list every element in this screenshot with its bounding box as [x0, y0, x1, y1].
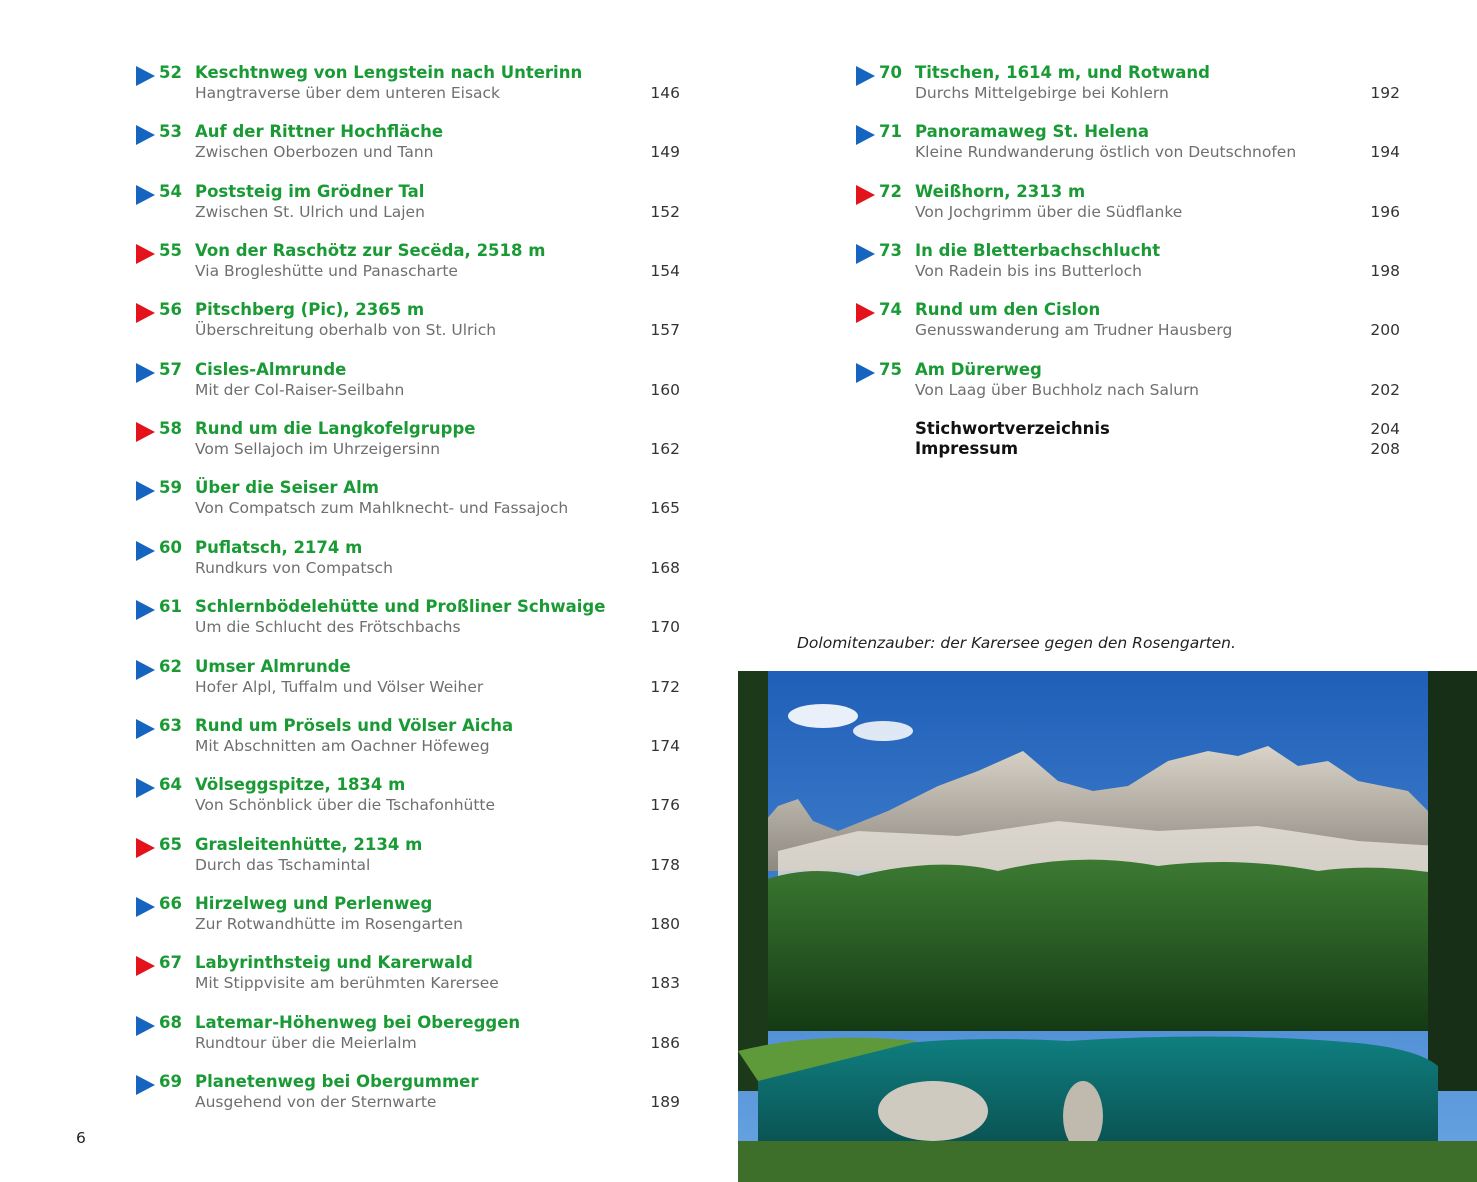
entry-page: 162	[650, 440, 680, 459]
entry-number: 69	[159, 1071, 182, 1091]
entry-subtitle: Ausgehend von der Sternwarte	[195, 1092, 437, 1111]
entry-title: In die Bletterbachschlucht	[915, 241, 1161, 261]
entry-subtitle: Von Compatsch zum Mahlknecht- und Fassajoch	[195, 499, 569, 518]
entry-page: 189	[650, 1092, 680, 1111]
entry-page: 174	[650, 736, 680, 755]
imprint-label: Impressum	[915, 439, 1019, 458]
entry-title: Grasleitenhütte, 2134 m	[195, 834, 423, 854]
toc-entry-53[interactable]	[134, 122, 680, 166]
entry-page: 146	[650, 84, 680, 102]
entry-subtitle: Von Radein bis ins Butterloch	[915, 262, 1142, 281]
entry-title: Planetenweg bei Obergummer	[195, 1071, 479, 1091]
entry-title: Auf der Rittner Hochfläche	[195, 122, 444, 142]
entry-number: 67	[159, 953, 182, 973]
entry-number: 63	[159, 715, 182, 735]
entry-subtitle: Hofer Alpl, Tuffalm und Völser Weiher	[195, 677, 484, 696]
toc-entry-52[interactable]	[134, 63, 680, 107]
toc-entry-60[interactable]	[134, 538, 680, 582]
entry-title: Rund um den Cislon	[915, 300, 1101, 320]
entry-number: 66	[159, 893, 182, 913]
page-number: 6	[76, 1129, 86, 1147]
entry-title: Schlernbödelehütte und Proßliner Schwaige	[195, 597, 606, 617]
triangle-marker-icon	[136, 541, 155, 561]
triangle-marker-icon	[856, 185, 875, 205]
right-tree	[1428, 671, 1477, 1091]
entry-subtitle: Vom Sellajoch im Uhrzeigersinn	[195, 440, 441, 459]
triangle-marker-icon	[136, 244, 155, 264]
entry-subtitle: Durchs Mittelgebirge bei Kohlern	[915, 84, 1169, 102]
entry-title: Hirzelweg und Perlenweg	[195, 893, 433, 913]
triangle-marker-icon	[136, 125, 155, 145]
entry-number: 68	[159, 1012, 182, 1032]
entry-number: 54	[159, 181, 182, 201]
entry-page: 152	[650, 202, 680, 221]
entry-subtitle: Mit Stippvisite am berühmten Karersee	[195, 974, 499, 993]
entry-page: 202	[1370, 380, 1400, 399]
entry-number: 61	[159, 597, 182, 617]
entry-number: 72	[879, 181, 902, 201]
entry-subtitle: Mit Abschnitten am Oachner Höfeweg	[195, 736, 490, 755]
toc-entry-58[interactable]	[134, 419, 680, 463]
entry-number: 65	[159, 834, 182, 854]
toc-entry-66[interactable]	[134, 894, 680, 938]
index-entry[interactable]	[915, 419, 1400, 439]
entry-page: 157	[650, 321, 680, 340]
triangle-marker-icon	[136, 956, 155, 976]
triangle-marker-icon	[136, 481, 155, 501]
index-page: 204	[1370, 420, 1400, 438]
toc-entry-61[interactable]	[134, 597, 680, 641]
toc-entry-56[interactable]	[134, 300, 680, 344]
triangle-marker-icon	[136, 600, 155, 620]
entry-title: Über die Seiser Alm	[195, 478, 379, 498]
entry-title: Puflatsch, 2174 m	[195, 537, 363, 557]
toc-entry-73[interactable]	[854, 241, 1400, 285]
entry-title: Titschen, 1614 m, und Rotwand	[915, 63, 1210, 82]
entry-number: 53	[159, 122, 182, 142]
toc-entry-63[interactable]	[134, 716, 680, 760]
photo-caption: Dolomitenzauber: der Karersee gegen den Rosengarten.	[797, 634, 1236, 652]
toc-entry-74[interactable]	[854, 300, 1400, 344]
triangle-marker-icon	[136, 897, 155, 917]
entry-page: 149	[650, 143, 680, 162]
forest	[738, 860, 1477, 1031]
entry-page: 176	[650, 796, 680, 815]
triangle-marker-icon	[136, 838, 155, 858]
toc-entry-69[interactable]	[134, 1072, 680, 1116]
entry-subtitle: Kleine Rundwanderung östlich von Deutschnofen	[915, 143, 1297, 162]
triangle-marker-icon	[136, 778, 155, 798]
triangle-marker-icon	[136, 363, 155, 383]
entry-page: 168	[650, 558, 680, 577]
entry-title: Latemar-Höhenweg bei Obereggen	[195, 1012, 521, 1032]
entry-subtitle: Von Jochgrimm über die Südflanke	[915, 202, 1183, 221]
entry-page: 200	[1370, 321, 1400, 340]
entry-number: 55	[159, 241, 182, 261]
entry-number: 60	[159, 537, 182, 557]
toc-entry-64[interactable]	[134, 775, 680, 819]
entry-page: 154	[650, 262, 680, 281]
cloud	[788, 704, 858, 728]
triangle-marker-icon	[856, 303, 875, 323]
entry-number: 59	[159, 478, 182, 498]
entry-number: 75	[879, 359, 902, 379]
triangle-marker-icon	[136, 1016, 155, 1036]
entry-number: 57	[159, 359, 182, 379]
entry-subtitle: Rundkurs von Compatsch	[195, 558, 393, 577]
entry-number: 73	[879, 241, 902, 261]
triangle-marker-icon	[136, 185, 155, 205]
entry-number: 52	[159, 63, 182, 82]
rock-spire	[1063, 1081, 1103, 1151]
toc-entry-55[interactable]	[134, 241, 680, 285]
toc-entry-59[interactable]	[134, 478, 680, 522]
entry-title: Von der Raschötz zur Secëda, 2518 m	[195, 241, 546, 261]
triangle-marker-icon	[136, 303, 155, 323]
entry-number: 58	[159, 419, 182, 439]
triangle-marker-icon	[856, 363, 875, 383]
entry-page: 194	[1370, 143, 1400, 162]
entry-subtitle: Zwischen Oberbozen und Tann	[195, 143, 434, 162]
entry-subtitle: Um die Schlucht des Frötschbachs	[195, 618, 461, 637]
toc-entry-65[interactable]	[134, 835, 680, 879]
entry-page: 170	[650, 618, 680, 637]
entry-title: Poststeig im Grödner Tal	[195, 181, 425, 201]
triangle-marker-icon	[136, 66, 155, 86]
entry-page: 165	[650, 499, 680, 518]
entry-title: Labyrinthsteig und Karerwald	[195, 953, 473, 973]
entry-page: 172	[650, 677, 680, 696]
triangle-marker-icon	[136, 660, 155, 680]
entry-title: Völseggspitze, 1834 m	[195, 775, 406, 795]
entry-subtitle: Zur Rotwandhütte im Rosengarten	[195, 914, 463, 933]
toc-entry-62[interactable]	[134, 657, 680, 701]
toc-entry-68[interactable]	[134, 1013, 680, 1057]
entry-title: Cisles-Almrunde	[195, 359, 347, 379]
toc-entry-57[interactable]	[134, 360, 680, 404]
entry-number: 71	[879, 122, 902, 142]
entry-number: 70	[879, 63, 902, 82]
entry-subtitle: Genusswanderung am Trudner Hausberg	[915, 321, 1233, 340]
triangle-marker-icon	[136, 719, 155, 739]
entry-page: 196	[1370, 202, 1400, 221]
entry-title: Rund um Prösels und Völser Aicha	[195, 715, 514, 735]
entry-subtitle: Überschreitung oberhalb von St. Ulrich	[195, 321, 497, 340]
entry-subtitle: Via Brogleshütte und Panascharte	[195, 262, 458, 281]
entry-subtitle: Zwischen St. Ulrich und Lajen	[195, 202, 425, 221]
entry-page: 186	[650, 1033, 680, 1052]
entry-subtitle: Mit der Col-Raiser-Seilbahn	[195, 380, 405, 399]
entry-subtitle: Hangtraverse über dem unteren Eisack	[195, 84, 501, 102]
toc-entry-67[interactable]	[134, 953, 680, 997]
toc-entry-72[interactable]	[854, 182, 1400, 226]
entry-title: Weißhorn, 2313 m	[915, 181, 1086, 201]
entry-page: 180	[650, 914, 680, 933]
entry-subtitle: Von Schönblick über die Tschafonhütte	[195, 796, 496, 815]
entry-subtitle: Rundtour über die Meierlalm	[195, 1033, 417, 1052]
karersee-photo	[738, 671, 1477, 1182]
entry-title: Am Dürerweg	[915, 359, 1042, 379]
entry-number: 64	[159, 775, 182, 795]
entry-title: Rund um die Langkofelgruppe	[195, 419, 476, 439]
entry-page: 160	[650, 380, 680, 399]
entry-subtitle: Durch das Tschamintal	[195, 855, 371, 874]
entry-title: Keschtnweg von Lengstein nach Unterinn	[195, 63, 583, 82]
entry-number: 62	[159, 656, 182, 676]
toc-entry-75[interactable]	[854, 360, 1400, 404]
cloud	[853, 721, 913, 741]
boulder	[878, 1081, 988, 1141]
index-label: Stichwortverzeichnis	[915, 419, 1110, 438]
entry-title: Panoramaweg St. Helena	[915, 122, 1149, 142]
imprint-page: 208	[1370, 440, 1400, 458]
entry-page: 183	[650, 974, 680, 993]
entry-subtitle: Von Laag über Buchholz nach Salurn	[915, 380, 1199, 399]
foreground-grass	[738, 1141, 1477, 1182]
entry-number: 56	[159, 300, 182, 320]
entry-title: Umser Almrunde	[195, 656, 351, 676]
entry-page: 192	[1370, 84, 1400, 102]
entry-page: 198	[1370, 262, 1400, 281]
triangle-marker-icon	[136, 422, 155, 442]
toc-entry-70[interactable]	[854, 63, 1400, 107]
triangle-marker-icon	[856, 125, 875, 145]
entry-page: 178	[650, 855, 680, 874]
entry-title: Pitschberg (Pic), 2365 m	[195, 300, 425, 320]
toc-entry-71[interactable]	[854, 122, 1400, 166]
left-tree	[738, 671, 768, 1091]
toc-entry-54[interactable]	[134, 182, 680, 226]
triangle-marker-icon	[856, 244, 875, 264]
entry-number: 74	[879, 300, 902, 320]
triangle-marker-icon	[136, 1075, 155, 1095]
imprint-entry[interactable]	[915, 439, 1400, 459]
triangle-marker-icon	[856, 66, 875, 86]
